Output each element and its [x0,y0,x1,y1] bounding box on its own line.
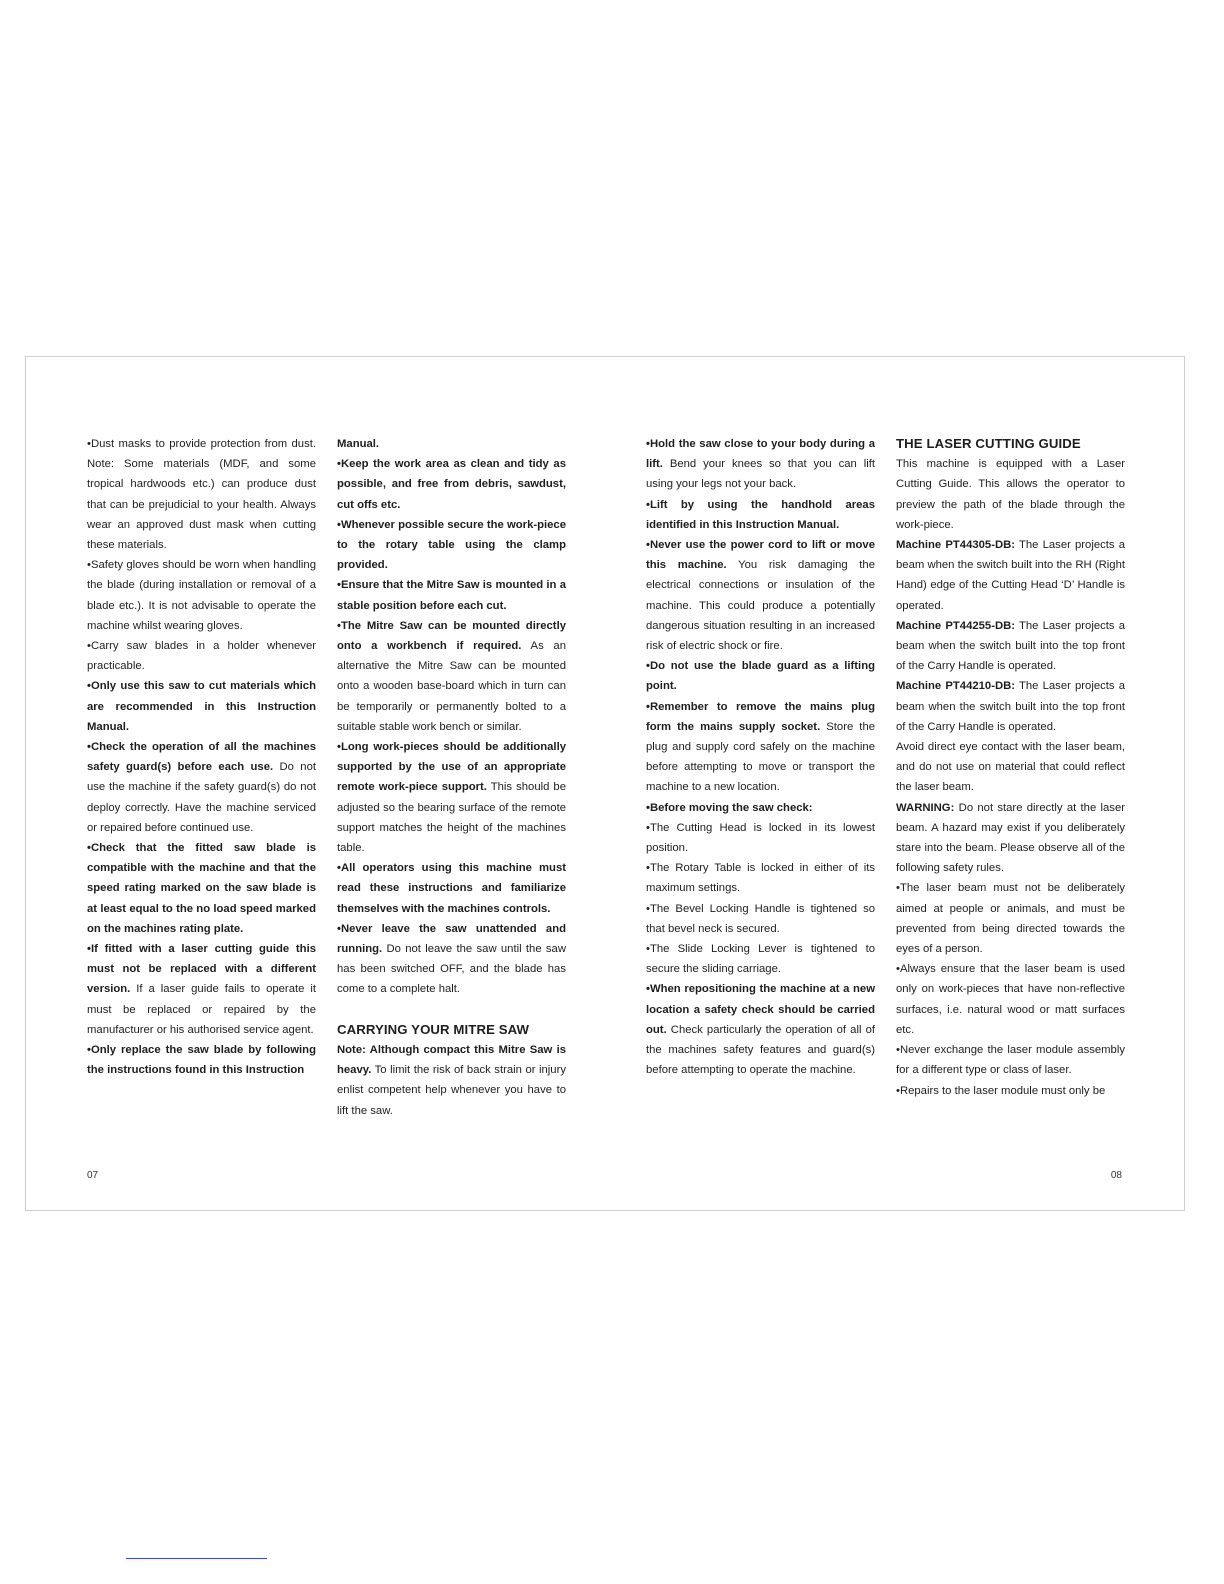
paragraph [337,575,566,615]
paragraph-text: If a laser guide fails to operate it must be replaced or repaired by the manufacturer or his authorised service agent. [87,983,316,1036]
paragraph: •The Rotary Table is locked in either of its maximum settings. [646,862,875,895]
paragraph: •Repairs to the laser module must only be [896,1084,1106,1097]
bold-text: •Only replace the saw blade by following the instructions found in this Instruction [87,1044,316,1077]
paragraph-text: Do not leave the saw until the saw has been switched OFF, and the blade has come to a complete halt. [337,943,566,996]
column-3 [646,434,875,1081]
paragraph [337,434,566,454]
bold-text: •Hold the saw close to your body during a lift. [646,438,875,471]
paragraph [646,697,875,798]
paragraph [87,1040,316,1080]
bold-text: •The Mitre Saw can be mounted directly onto a workbench if required. [337,619,566,653]
paragraph [87,939,316,1040]
bold-text: •Only use this saw to cut materials which are recommended in this Instruction Manual. [87,680,316,733]
paragraph-text: The Laser projects a beam when the switch built into the RH (Right Hand) edge of the Cutting Head ‘D’ Handle is operated. [896,539,1125,612]
spacer [337,1000,566,1020]
bold-text: •Whenever possible secure the work-piece to the rotary table using the clamp provided. [337,518,566,572]
page-number-left: 07 [87,1170,99,1181]
paragraph [337,454,566,515]
paragraph: •Safety gloves should be worn when handling the blade (during installation or removal of a blade etc.). It is not advisable to operate the machine whilst wearing gloves. [87,559,316,632]
paragraph [337,919,566,1000]
paragraph-text: You risk damaging the electrical connections or insulation of the machine. This could produce a potentially dangerous situation resulting in an increased risk of electric shock or fire. [646,559,875,653]
paragraph: •Never exchange the laser module assembly for a different type or class of laser. [896,1044,1125,1077]
paragraph [87,838,316,939]
paragraph-text: Do not use the machine if the safety guard(s) do not deploy correctly. Have the machine serviced or repaired before continued use. [87,761,316,834]
bold-text: Machine PT44210-DB: [896,680,1016,693]
paragraph [337,858,566,919]
paragraph: •The Slide Locking Lever is tightened to secure the sliding carriage. [646,943,875,976]
bold-text: •Long work-pieces should be additionally supported by the use of an appropriate remote work-piece support. [337,741,566,794]
paragraph [896,535,1125,616]
paragraph [646,798,875,818]
paragraph: •Always ensure that the laser beam is used only on work-pieces that have non-reflective surfaces, i.e. natural wood or matt surfaces etc. [896,963,1125,1036]
paragraph-text: Bend your knees so that you can lift using your legs not your back. [646,458,875,491]
paragraph [896,616,1125,677]
bold-text: •Before moving the saw check: [646,801,813,814]
bold-text: •Lift by using the handhold areas identified in this Instruction Manual. [646,498,875,531]
paragraph [87,737,316,838]
paragraph [87,676,316,737]
paragraph [337,737,566,858]
bold-text: •If fitted with a laser cutting guide this must not be replaced with a different version. [87,943,316,996]
bold-text: •Check the operation of all the machines safety guard(s) before each use. [87,741,316,774]
bold-text: Note: Although compact this Mitre Saw is heavy. [337,1043,566,1077]
column-1 [87,434,316,1081]
bold-text: Manual. [337,438,380,450]
paragraph [646,434,875,495]
paragraph: •Carry saw blades in a holder whenever practicable. [87,640,316,673]
paragraph-text: Check particularly the operation of all of the machines safety features and guard(s) before attempting to operate the machine. [646,1023,875,1077]
paragraph [337,616,566,737]
paragraph-text: The Laser projects a beam when the switch built into the top front of the Carry Handle is operated. [896,619,1125,673]
bold-text: •When repositioning the machine at a new location a safety check should be carried out. [646,983,875,1036]
bold-text: •Never use the power cord to lift or move this machine. [646,539,875,572]
paragraph: Avoid direct eye contact with the laser beam, and do not use on material that could reflect the laser beam. [896,741,1125,794]
paragraph: •The Bevel Locking Handle is tightened so that bevel neck is secured. [646,902,875,935]
bold-text: •Remember to remove the mains plug form the mains supply socket. [646,700,875,733]
paragraph [646,979,875,1080]
paragraph [646,656,875,696]
section-heading: THE LASER CUTTING GUIDE [896,436,1081,451]
paragraph-text: Store the plug and supply cord safely on the machine before attempting to move or transport the machine to a new location. [646,720,876,794]
bold-text: •Ensure that the Mitre Saw is mounted in a stable position before each cut. [337,579,566,612]
bold-text: •Never leave the saw unattended and running. [337,922,566,956]
link-underline[interactable] [126,1558,267,1559]
bold-text: WARNING: [896,801,955,814]
paragraph [337,1040,566,1121]
paragraph-text: To limit the risk of back strain or injury enlist competent help whenever you have to lift the saw. [337,1064,566,1117]
paragraph [646,495,875,535]
paragraph [646,535,875,656]
bold-text: •Do not use the blade guard as a lifting point. [646,660,875,693]
paragraph: •The Cutting Head is locked in its lowest position. [646,821,875,855]
paragraph-text: The Laser projects a beam when the switch built into the top front of the Carry Handle is operated. [896,680,1125,733]
section-heading: CARRYING YOUR MITRE SAW [337,1021,530,1037]
column-2 [337,434,566,1121]
paragraph-text: As an alternative the Mitre Saw can be mounted onto a wooden base-board which in turn can be temporarily or permanently bolted to a suitable stable work bench or similar. [337,640,566,733]
paragraph-text: Do not stare directly at the laser beam. A hazard may exist if you deliberately stare into the beam. Please observe all of the following safety rules. [896,801,1125,875]
paragraph [337,515,566,576]
column-4 [896,434,1125,1101]
bold-text: •Check that the fitted saw blade is compatible with the machine and that the speed rating marked on the saw blade is at least equal to the no load speed marked on the machines rating plate. [87,842,316,935]
paragraph: This machine is equipped with a Laser Cutting Guide. This allows the operator to preview the path of the blade through the work-piece. [896,458,1125,531]
manual-page-spread [25,356,1185,1211]
paragraph [896,798,1125,879]
paragraph: •Dust masks to provide protection from dust. Note: Some materials (MDF, and some tropical hardwoods etc.) can produce dust that can be prejudicial to your health. Always wear an approved dust mask when cutting these materials. [87,438,316,552]
paragraph [896,676,1125,737]
bold-text: Machine PT44255-DB: [896,619,1016,632]
paragraph: •The laser beam must not be deliberately aimed at people or animals, and must be prevented from being directed towards the eyes of a person. [896,882,1125,956]
page-number-right: 08 [1110,1170,1122,1181]
bold-text: •Keep the work area as clean and tidy as possible, and free from debris, sawdust, cut offs etc. [337,458,566,511]
paragraph-text: This should be adjusted so the bearing surface of the remote support matches the height of the machines table. [337,781,566,855]
bold-text: Machine PT44305-DB: [896,539,1016,552]
bold-text: •All operators using this machine must read these instructions and familiarize themselves with the machines controls. [337,862,566,915]
